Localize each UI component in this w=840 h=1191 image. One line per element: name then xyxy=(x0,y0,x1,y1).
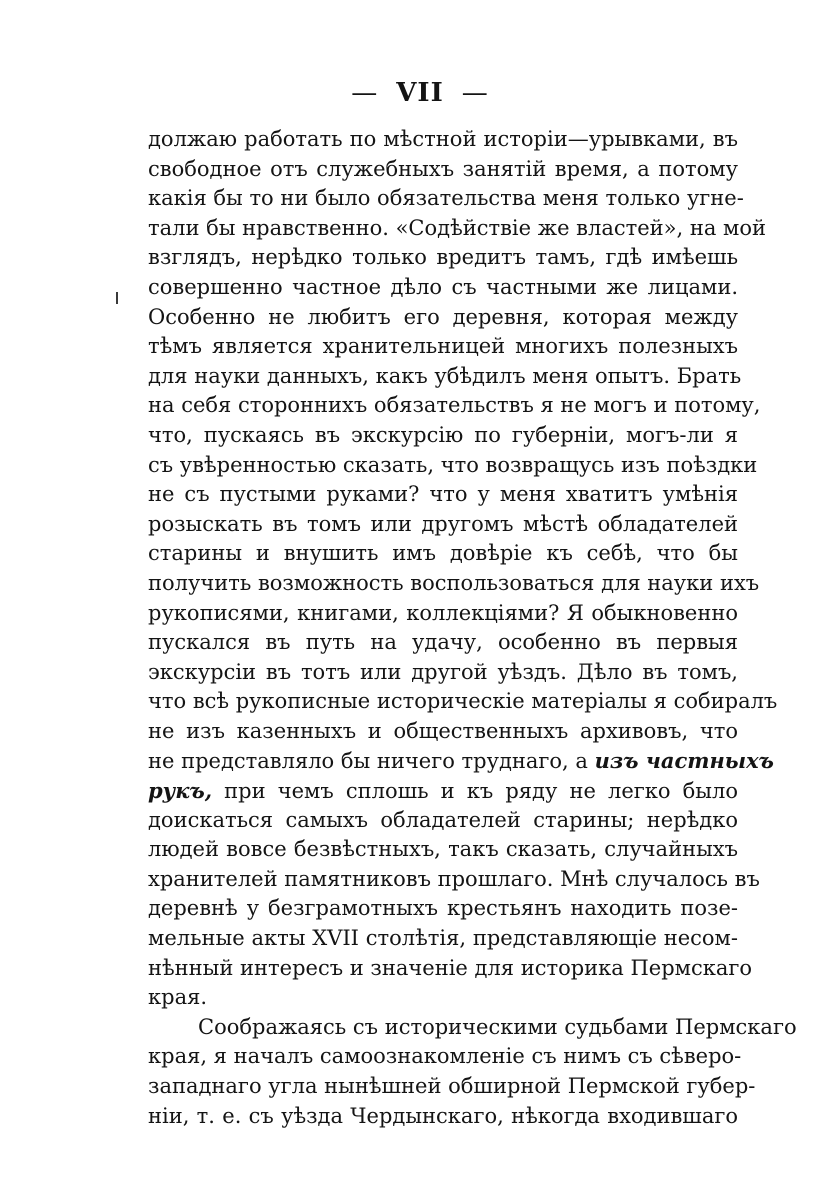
text-line-paragraph-start: Соображаясь съ историческими судьбами Пермскаго xyxy=(198,1014,797,1039)
text-line-with-italic xyxy=(148,776,738,806)
text-line: пускался въ путь на удачу, особенно въ первыя xyxy=(148,630,738,655)
text-line: какія бы то ни было обязательства меня только угне- xyxy=(148,186,744,211)
text-line: Особенно не любитъ его деревня, которая между xyxy=(148,304,738,329)
text-line: для науки данныхъ, какъ убѣдилъ меня опытъ. Брать xyxy=(148,363,742,388)
text-line: доискаться самыхъ обладателей старины; нерѣдко xyxy=(148,807,738,832)
page-body-text xyxy=(148,125,797,1131)
text-line: мельные акты XVII столѣтія, представляющіе несом- xyxy=(148,926,738,951)
text-line: людей вовсе безвѣстныхъ, такъ сказать, случайныхъ xyxy=(148,837,738,862)
text-segment: не представляло бы ничего труднаго, а xyxy=(148,749,588,774)
text-line: съ увѣренностью сказать, что возвращусь изъ поѣздки xyxy=(148,452,758,477)
text-line: ніи, т. е. съ уѣзда Чердынскаго, нѣкогда входившаго xyxy=(148,1103,738,1128)
text-line: экскурсіи въ тотъ или другой уѣздъ. Дѣло въ томъ, xyxy=(148,659,738,684)
margin-mark xyxy=(116,292,118,304)
text-line: что всѣ рукописные историческіе матеріалы я собиралъ xyxy=(148,689,778,714)
header-dash-right: — xyxy=(461,78,489,108)
text-line: свободное отъ служебныхъ занятій время, а потому xyxy=(148,156,738,181)
text-line-paragraph-end: края. xyxy=(148,985,208,1010)
text-segment: при чемъ сплошь и къ ряду не легко было xyxy=(224,779,738,804)
text-line: края, я началъ самоознакомленіе съ нимъ съ сѣверо- xyxy=(148,1044,742,1069)
text-line: старины и внушить имъ довѣріе къ себѣ, что бы xyxy=(148,541,738,566)
text-line: не съ пустыми руками? что у меня хватитъ умѣнія xyxy=(148,482,738,507)
text-line-with-italic xyxy=(148,746,774,776)
text-line: тали бы нравственно. «Содѣйствіе же властей», на мой xyxy=(148,215,767,240)
italic-phrase: рукъ, xyxy=(148,778,213,804)
text-line: взглядъ, нерѣдко только вредитъ тамъ, гдѣ имѣешь xyxy=(148,245,738,270)
text-line: не изъ казенныхъ и общественныхъ архивовъ, что xyxy=(148,718,738,743)
text-line: розыскать въ томъ или другомъ мѣстѣ обладателей xyxy=(148,511,738,536)
page-number: VII xyxy=(396,78,444,108)
text-line: деревнѣ у безграмотныхъ крестьянъ находить позе- xyxy=(148,896,738,921)
text-line: на себя стороннихъ обязательствъ я не могъ и потому, xyxy=(148,393,761,418)
page-header xyxy=(0,78,840,108)
text-line: рукописями, книгами, коллекціями? Я обыкновенно xyxy=(148,600,738,625)
italic-phrase: изъ частныхъ xyxy=(594,748,774,774)
text-line: тѣмъ является хранительницей многихъ полезныхъ xyxy=(148,334,738,359)
text-line: совершенно частное дѣло съ частными же лицами. xyxy=(148,274,738,299)
text-line: долж​аю работать по мѣстной исторіи—урывками, въ xyxy=(148,127,738,151)
text-line: нѣнный интересъ и значеніе для историка Пермскаго xyxy=(148,955,753,980)
text-line: западнаго угла нынѣшней обширной Пермской губер- xyxy=(148,1074,756,1098)
text-line: хранителей памятниковъ прошлаго. Мнѣ случалось въ xyxy=(148,866,760,891)
text-line: что, пускаясь въ экскурсію по губерніи, могъ-ли я xyxy=(148,422,738,447)
header-dash-left: — xyxy=(351,78,379,108)
text-line: получить возможность воспользоваться для науки ихъ xyxy=(148,570,760,595)
